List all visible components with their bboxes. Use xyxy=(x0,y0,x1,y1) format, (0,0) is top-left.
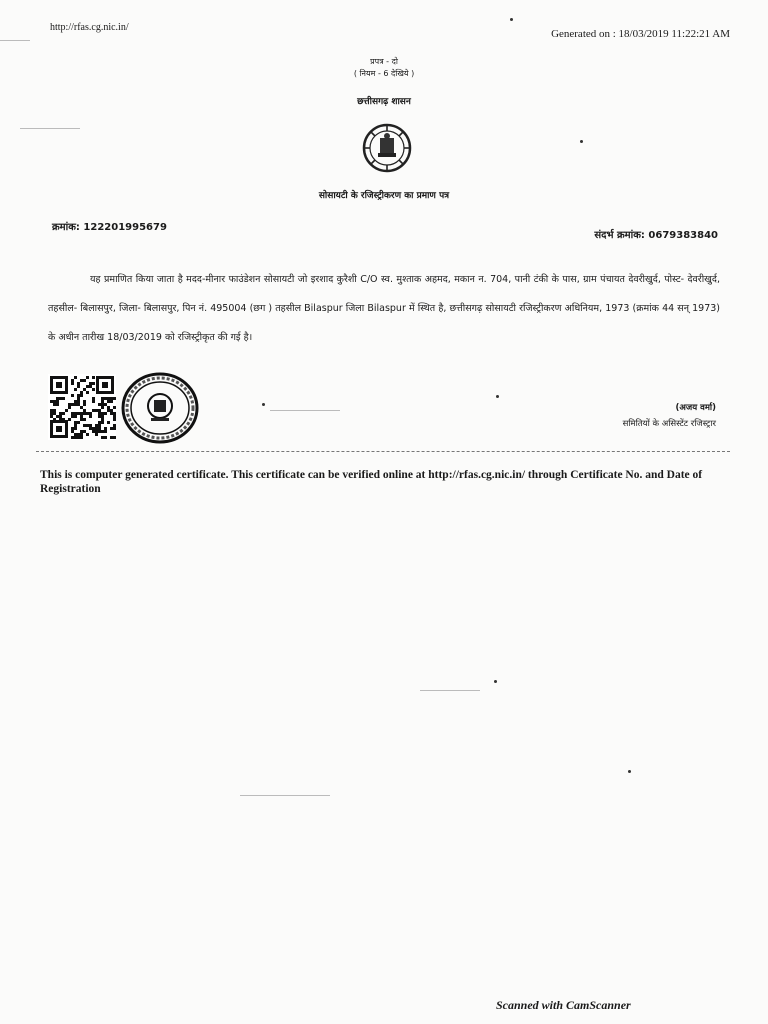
signatory-name: (अजय वर्मा) xyxy=(675,403,716,413)
scan-smudge xyxy=(20,128,80,129)
qr-code-icon xyxy=(48,374,116,440)
form-line-1: प्रपत्र - दो xyxy=(370,57,398,66)
scanner-watermark: Scanned with CamScanner xyxy=(496,998,631,1012)
separator-line xyxy=(36,451,730,452)
source-url: http://rfas.cg.nic.in/ xyxy=(50,22,129,33)
generated-timestamp: Generated on : 18/03/2019 11:22:21 AM xyxy=(551,28,730,40)
scan-speck xyxy=(580,140,583,143)
official-seal-icon xyxy=(120,372,200,444)
scan-speck xyxy=(494,680,497,683)
verification-note: This is computer generated certificate. This certificate can be verified online at http://rfas.cg.nic.in/ through Certificate No. and Date of Registration xyxy=(40,469,703,495)
scan-smudge xyxy=(270,410,340,411)
scan-smudge xyxy=(240,795,330,796)
scan-speck xyxy=(510,18,513,21)
form-number xyxy=(0,56,768,80)
reference-number: संदर्भ क्रमांक: 0679383840 xyxy=(594,230,718,241)
scan-smudge xyxy=(420,690,480,691)
certificate-title: सोसायटी के रजिस्ट्रीकरण का प्रमाण पत्र xyxy=(318,191,450,201)
scan-speck xyxy=(628,770,631,773)
scan-smudge xyxy=(0,40,30,41)
government-heading: छत्तीसगढ़ शासन xyxy=(357,97,411,107)
certificate-body: यह प्रमाणित किया जाता है मदद-मीनार फाउंडेशन सोसायटी जो इरशाद कुरैशी C/O स्व. मुश्ताक अहमद, मकान न. 704, पानी टंकी के पास, ग्राम पंचायत देवरीखुर्द, पोस्ट- देवरीखुर्द, तहसील- बिलासपुर, जिला- बिलासपुर, पिन नं. 495004 (छग ) तहसील Bilaspur जिला Bilaspur में स्थित है, छत्तीसगढ़ सोसायटी रजिस्ट्रीकरण अधिनियम, 1973 (क्रमांक 44 सन् 1973) के अधीन तारीख 18/03/2019 को रजिस्ट्रीकृत की गई है। xyxy=(48,274,720,343)
state-emblem-icon xyxy=(362,122,412,174)
form-line-2: ( नियम - 6 देखिये ) xyxy=(353,69,415,78)
signatory-role: समितियों के असिस्टेंट रजिस्ट्रार xyxy=(622,419,716,429)
scan-speck xyxy=(496,395,499,398)
certificate-number: क्रमांक: 122201995679 xyxy=(52,222,167,233)
scan-speck xyxy=(262,403,265,406)
